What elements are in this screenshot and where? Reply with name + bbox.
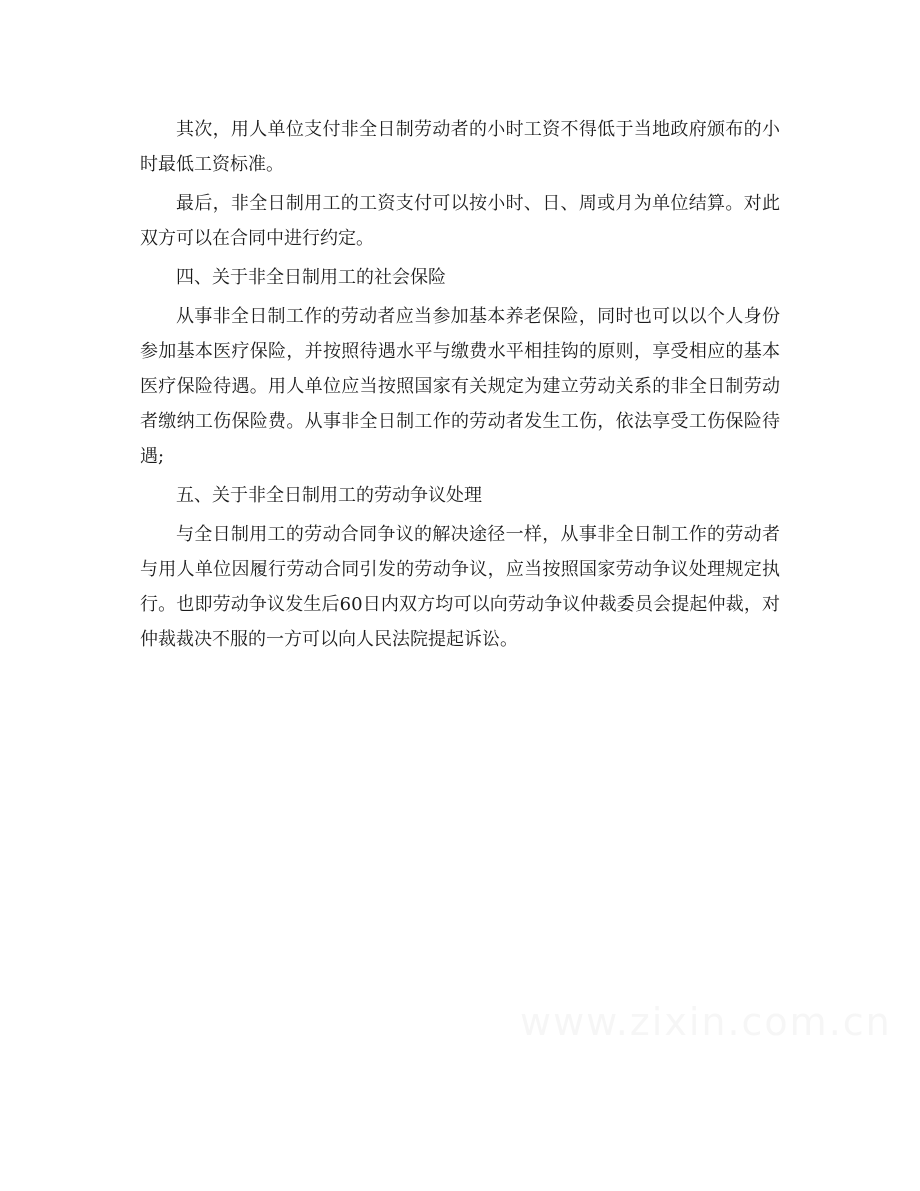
section-heading-labor-dispute: 五、关于非全日制用工的劳动争议处理 — [176, 485, 482, 506]
paragraph-social-insurance: 从事非全日制工作的劳动者应当参加基本养老保险，同时也可以以个人身份参加基本医疗保险，并按照待遇水平与缴费水平相挂钩的原则，享受相应的基本医疗保险待遇。用人单位应当按照国家有关规定为建立劳动关系的非全日制劳动者缴纳工伤保险费。从事非全日制工作的劳动者发生工伤，依法享受工伤保险待遇; — [140, 306, 780, 467]
paragraph-wage-settlement: 最后，非全日制用工的工资支付可以按小时、日、周或月为单位结算。对此双方可以在合同中进行约定。 — [140, 193, 780, 249]
document-body — [140, 112, 780, 661]
paragraph-labor-dispute: 与全日制用工的劳动合同争议的解决途径一样，从事非全日制工作的劳动者与用人单位因履行劳动合同引发的劳动争议，应当按照国家劳动争议处理规定执行。也即劳动争议发生后60日内双方均可以向劳动争议仲裁委员会提起仲裁，对仲裁裁决不服的一方可以向人民法院提起诉讼。 — [140, 524, 780, 650]
section-heading-social-insurance: 四、关于非全日制用工的社会保险 — [176, 267, 446, 288]
paragraph-wage-minimum: 其次，用人单位支付非全日制劳动者的小时工资不得低于当地政府颁布的小时最低工资标准。 — [140, 119, 780, 175]
watermark: www.zixin.com.cn — [520, 1000, 892, 1044]
